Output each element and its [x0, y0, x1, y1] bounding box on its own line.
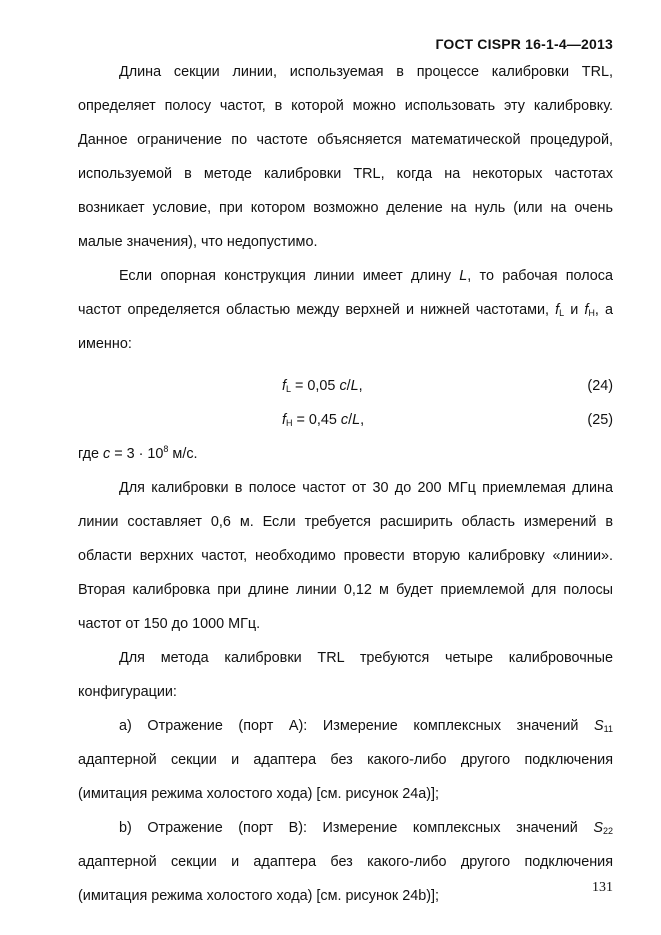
formula-number: (25): [587, 412, 613, 428]
formula-number: (24): [587, 378, 613, 394]
paragraph-speed-of-light: где $c = 3 \cdot 10^8$ м/с.: [78, 444, 198, 462]
paragraph-trl-bandwidth: Длина секции линии, используемая в процессе калибровки TRL, определяет полосу частот, в которой можно использовать эту калибровку. Данное ограничение по частоте объясняется математической процедурой, используемой в методе калибровки TRL, когда на некоторых частотах возникает условие, при котором возможно деление на нуль (или на очень малые значения), что недопустимо.: [78, 64, 613, 250]
paragraph-calibration-range: Для калибровки в полосе частот от 30 до 200 МГц приемлемая длина линии составляет 0,6 м. Если требуется расширить область измерений в области верхних частот, необходимо провести вторую калибровку «линии». Вторая калибровка при длине линии 0,12 м будет приемлемой для полосы частот от 150 до 1000 МГц.: [78, 480, 613, 632]
paragraph-line-length: Если опорная конструкция линии имеет длину L, то рабочая полоса частот определяется областью между верхней и нижней частотами, $f_L$ и $f_H$, а именно:: [78, 268, 613, 352]
paragraph-configurations: Для метода калибровки TRL требуются четыре калибровочные конфигурации:: [78, 650, 613, 700]
formula-25: $f_H = 0,45$ c/L, (25): [78, 403, 613, 437]
page-body: [78, 55, 613, 913]
list-item-a: а) Отражение (порт А): Измерение комплексных значений $S_{11}$ адаптерной секции и адаптера без какого-либо другого подключения (имитация режима холостого хода) [см. рисунок 24а)];: [78, 718, 613, 802]
formula-24: $f_L = 0,05$ c/L, (24): [78, 369, 613, 403]
document-header: ГОСТ CISPR 16-1-4—2013: [435, 36, 613, 52]
page-number: 131: [592, 880, 613, 895]
list-item-b: b) Отражение (порт В): Измерение комплексных значений $S_{22}$ адаптерной секции и адаптера без какого-либо другого подключения (имитация режима холостого хода) [см. рисунок 24b)];: [78, 820, 613, 904]
